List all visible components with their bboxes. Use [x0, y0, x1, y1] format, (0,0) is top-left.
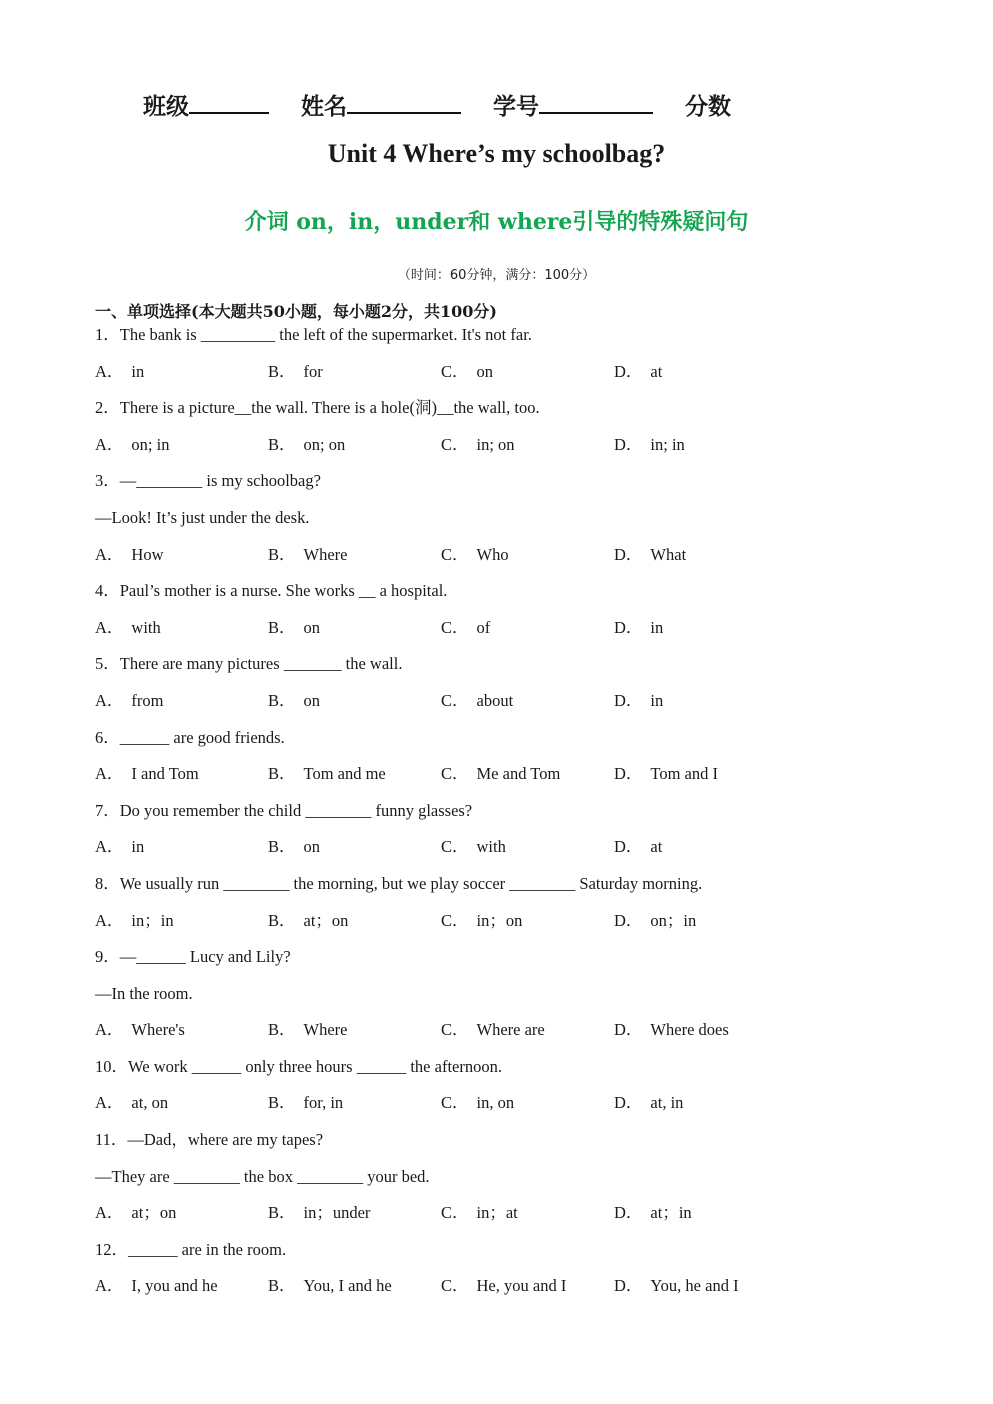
- option-text: in；in: [131, 910, 174, 930]
- question-item: [95, 1237, 955, 1310]
- option-text: at；on: [303, 910, 349, 930]
- option-letter: A．: [95, 910, 124, 930]
- score-label: 分数: [685, 93, 732, 120]
- option-letter: B．: [268, 837, 296, 857]
- question-stem: 3．—________ is my schoolbag?: [95, 471, 321, 491]
- answer-option: [95, 359, 268, 396]
- option-letter: A．: [95, 764, 124, 784]
- answer-option: [441, 1200, 614, 1237]
- option-text: with: [131, 617, 161, 637]
- answer-option: [614, 359, 787, 396]
- answer-option: [95, 1200, 268, 1237]
- answer-option: [268, 1090, 441, 1127]
- option-text: on: [303, 690, 321, 710]
- question-stem: 7．Do you remember the child ________ funny glasses?: [95, 800, 473, 820]
- answer-options: [95, 432, 955, 469]
- option-text: on: [476, 361, 494, 381]
- answer-option: [268, 908, 441, 945]
- question-item: [95, 1127, 955, 1237]
- option-letter: C．: [441, 544, 469, 564]
- option-text: You, he and I: [650, 1276, 739, 1296]
- answer-option: [268, 1017, 441, 1054]
- option-letter: C．: [441, 361, 469, 381]
- option-letter: D．: [614, 1276, 643, 1296]
- option-text: Where does: [650, 1020, 729, 1040]
- question-dialogue-line: —In the room.: [95, 983, 193, 1003]
- page-title: Unit 4 Where’s my schoolbag?: [327, 139, 666, 168]
- option-text: Where: [303, 1020, 348, 1040]
- option-text: in: [650, 690, 664, 710]
- option-text: on；in: [650, 910, 697, 930]
- answer-option: [268, 688, 441, 725]
- answer-option: [268, 834, 441, 871]
- answer-option: [441, 432, 614, 469]
- answer-option: [614, 542, 787, 579]
- option-text: in；under: [303, 1203, 371, 1223]
- option-text: in；at: [476, 1203, 518, 1223]
- option-letter: D．: [614, 434, 643, 454]
- section-heading: 一、单项选择(本大题共50小题，每小题2分，共100分): [95, 302, 497, 321]
- name-blank: [347, 90, 461, 114]
- answer-option: [268, 542, 441, 579]
- option-text: in: [131, 837, 145, 857]
- option-text: in；on: [476, 910, 523, 930]
- answer-option: [95, 834, 268, 871]
- option-letter: B．: [268, 1203, 296, 1223]
- answer-option: [614, 688, 787, 725]
- answer-option: [268, 1273, 441, 1310]
- answer-option: [95, 432, 268, 469]
- option-text: in, on: [476, 1093, 515, 1113]
- answer-option: [441, 1017, 614, 1054]
- option-letter: B．: [268, 617, 296, 637]
- option-text: of: [476, 617, 491, 637]
- option-letter: A．: [95, 544, 124, 564]
- answer-option: [441, 1090, 614, 1127]
- question-stem: 2．There is a picture__the wall. There is a hole(洞)__the wall, too.: [95, 398, 540, 418]
- option-letter: C．: [441, 910, 469, 930]
- answer-options: [95, 615, 955, 652]
- question-item: [95, 395, 955, 468]
- answer-options: [95, 1200, 955, 1237]
- option-letter: A．: [95, 690, 124, 710]
- option-letter: C．: [441, 1276, 469, 1296]
- option-text: on; on: [303, 434, 346, 454]
- answer-options: [95, 1273, 955, 1310]
- name-label: 姓名: [301, 93, 348, 120]
- option-letter: A．: [95, 617, 124, 637]
- option-text: about: [476, 690, 514, 710]
- answer-option: [268, 761, 441, 798]
- option-letter: A．: [95, 837, 124, 857]
- option-text: for, in: [303, 1093, 344, 1113]
- option-letter: B．: [268, 544, 296, 564]
- option-letter: B．: [268, 910, 296, 930]
- option-text: Tom and me: [303, 764, 386, 784]
- answer-option: [95, 1017, 268, 1054]
- option-letter: C．: [441, 434, 469, 454]
- option-text: at；on: [131, 1203, 177, 1223]
- answer-option: [95, 688, 268, 725]
- option-text: I, you and he: [131, 1276, 218, 1296]
- option-letter: B．: [268, 434, 296, 454]
- answer-option: [441, 761, 614, 798]
- option-text: at, on: [131, 1093, 169, 1113]
- option-text: What: [650, 544, 687, 564]
- answer-option: [441, 688, 614, 725]
- answer-option: [95, 908, 268, 945]
- option-letter: A．: [95, 1203, 124, 1223]
- answer-option: [95, 542, 268, 579]
- question-item: [95, 798, 955, 871]
- question-item: [95, 871, 955, 944]
- option-letter: C．: [441, 1203, 469, 1223]
- answer-options: [95, 908, 955, 945]
- answer-option: [614, 615, 787, 652]
- option-letter: A．: [95, 1093, 124, 1113]
- answer-option: [268, 615, 441, 652]
- answer-option: [441, 359, 614, 396]
- score-field: [685, 88, 731, 121]
- option-letter: A．: [95, 434, 124, 454]
- question-dialogue-line: —They are ________ the box ________ your bed.: [95, 1166, 430, 1186]
- option-text: at: [650, 361, 663, 381]
- question-stem: 5．There are many pictures _______ the wall.: [95, 654, 403, 674]
- option-letter: A．: [95, 361, 124, 381]
- answer-option: [95, 761, 268, 798]
- option-letter: C．: [441, 617, 469, 637]
- option-text: at: [650, 837, 663, 857]
- option-letter: D．: [614, 1093, 643, 1113]
- option-letter: D．: [614, 837, 643, 857]
- option-text: in; on: [476, 434, 515, 454]
- option-letter: D．: [614, 1020, 643, 1040]
- answer-option: [614, 761, 787, 798]
- option-text: Where are: [476, 1020, 545, 1040]
- question-stem: 12．______ are in the room.: [95, 1239, 287, 1259]
- option-letter: C．: [441, 690, 469, 710]
- question-stem: 9．—______ Lucy and Lily?: [95, 947, 291, 967]
- class-label: 班级: [143, 93, 189, 120]
- id-field: [493, 88, 653, 121]
- answer-option: [268, 1200, 441, 1237]
- option-text: He, you and I: [476, 1276, 567, 1296]
- option-text: Who: [476, 544, 509, 564]
- answer-options: [95, 834, 955, 871]
- option-letter: D．: [614, 690, 643, 710]
- option-text: Me and Tom: [476, 764, 561, 784]
- option-letter: C．: [441, 764, 469, 784]
- option-text: at, in: [650, 1093, 684, 1113]
- option-letter: D．: [614, 1203, 643, 1223]
- question-item: [95, 651, 955, 724]
- question-item: [95, 322, 955, 395]
- option-text: in; in: [650, 434, 685, 454]
- option-letter: D．: [614, 910, 643, 930]
- question-list: [95, 322, 955, 1310]
- option-letter: A．: [95, 1020, 124, 1040]
- answer-option: [441, 615, 614, 652]
- option-text: at；in: [650, 1203, 692, 1223]
- id-label: 学号: [493, 93, 540, 120]
- question-item: [95, 944, 955, 1054]
- option-text: with: [476, 837, 506, 857]
- answer-option: [95, 615, 268, 652]
- answer-options: [95, 1017, 955, 1054]
- option-text: How: [131, 544, 164, 564]
- option-letter: B．: [268, 1020, 296, 1040]
- option-text: in: [650, 617, 664, 637]
- answer-option: [441, 1273, 614, 1310]
- answer-option: [614, 1200, 787, 1237]
- answer-options: [95, 542, 955, 579]
- option-text: in: [131, 361, 145, 381]
- question-stem: 8．We usually run ________ the morning, but we play soccer ________ Saturday morning.: [95, 873, 703, 893]
- answer-option: [268, 359, 441, 396]
- option-text: Tom and I: [650, 764, 719, 784]
- option-text: on; in: [131, 434, 170, 454]
- answer-option: [614, 1017, 787, 1054]
- answer-option: [441, 908, 614, 945]
- answer-option: [614, 432, 787, 469]
- option-letter: A．: [95, 1276, 124, 1296]
- student-info-header: [143, 88, 755, 121]
- option-letter: D．: [614, 544, 643, 564]
- option-text: on: [303, 617, 321, 637]
- answer-option: [268, 432, 441, 469]
- name-field: [301, 88, 461, 121]
- option-letter: C．: [441, 837, 469, 857]
- option-letter: C．: [441, 1093, 469, 1113]
- id-blank: [539, 90, 653, 114]
- option-letter: B．: [268, 764, 296, 784]
- answer-options: [95, 688, 955, 725]
- option-letter: B．: [268, 690, 296, 710]
- option-text: for: [303, 361, 323, 381]
- time-note: （时间：60分钟，满分：100分）: [397, 268, 596, 283]
- page-subtitle: 介词 on，in，under和 where引导的特殊疑问句: [244, 209, 749, 235]
- class-blank: [189, 90, 269, 114]
- answer-options: [95, 1090, 955, 1127]
- option-text: Where: [303, 544, 348, 564]
- question-item: [95, 725, 955, 798]
- question-stem: 11．—Dad，where are my tapes?: [95, 1130, 324, 1150]
- option-text: Where's: [131, 1020, 185, 1040]
- option-letter: D．: [614, 617, 643, 637]
- option-letter: B．: [268, 361, 296, 381]
- question-stem: 10．We work ______ only three hours ______ the afternoon.: [95, 1056, 502, 1076]
- question-stem: 6．______ are good friends.: [95, 727, 285, 747]
- answer-option: [614, 908, 787, 945]
- option-text: on: [303, 837, 321, 857]
- answer-option: [441, 542, 614, 579]
- question-dialogue-line: —Look! It’s just under the desk.: [95, 507, 310, 527]
- question-item: [95, 468, 955, 578]
- option-letter: B．: [268, 1276, 296, 1296]
- answer-options: [95, 359, 955, 396]
- answer-option: [441, 834, 614, 871]
- answer-option: [95, 1090, 268, 1127]
- option-letter: B．: [268, 1093, 296, 1113]
- answer-option: [95, 1273, 268, 1310]
- option-letter: D．: [614, 361, 643, 381]
- answer-option: [614, 1273, 787, 1310]
- question-stem: 4．Paul’s mother is a nurse. She works __ a hospital.: [95, 581, 448, 601]
- option-text: You, I and he: [303, 1276, 392, 1296]
- answer-option: [614, 1090, 787, 1127]
- class-field: [143, 88, 269, 121]
- answer-option: [614, 834, 787, 871]
- question-item: [95, 1054, 955, 1127]
- option-letter: C．: [441, 1020, 469, 1040]
- option-letter: D．: [614, 764, 643, 784]
- answer-options: [95, 761, 955, 798]
- option-text: from: [131, 690, 164, 710]
- option-text: I and Tom: [131, 764, 199, 784]
- question-item: [95, 578, 955, 651]
- question-stem: 1．The bank is _________ the left of the supermarket. It's not far.: [95, 325, 532, 344]
